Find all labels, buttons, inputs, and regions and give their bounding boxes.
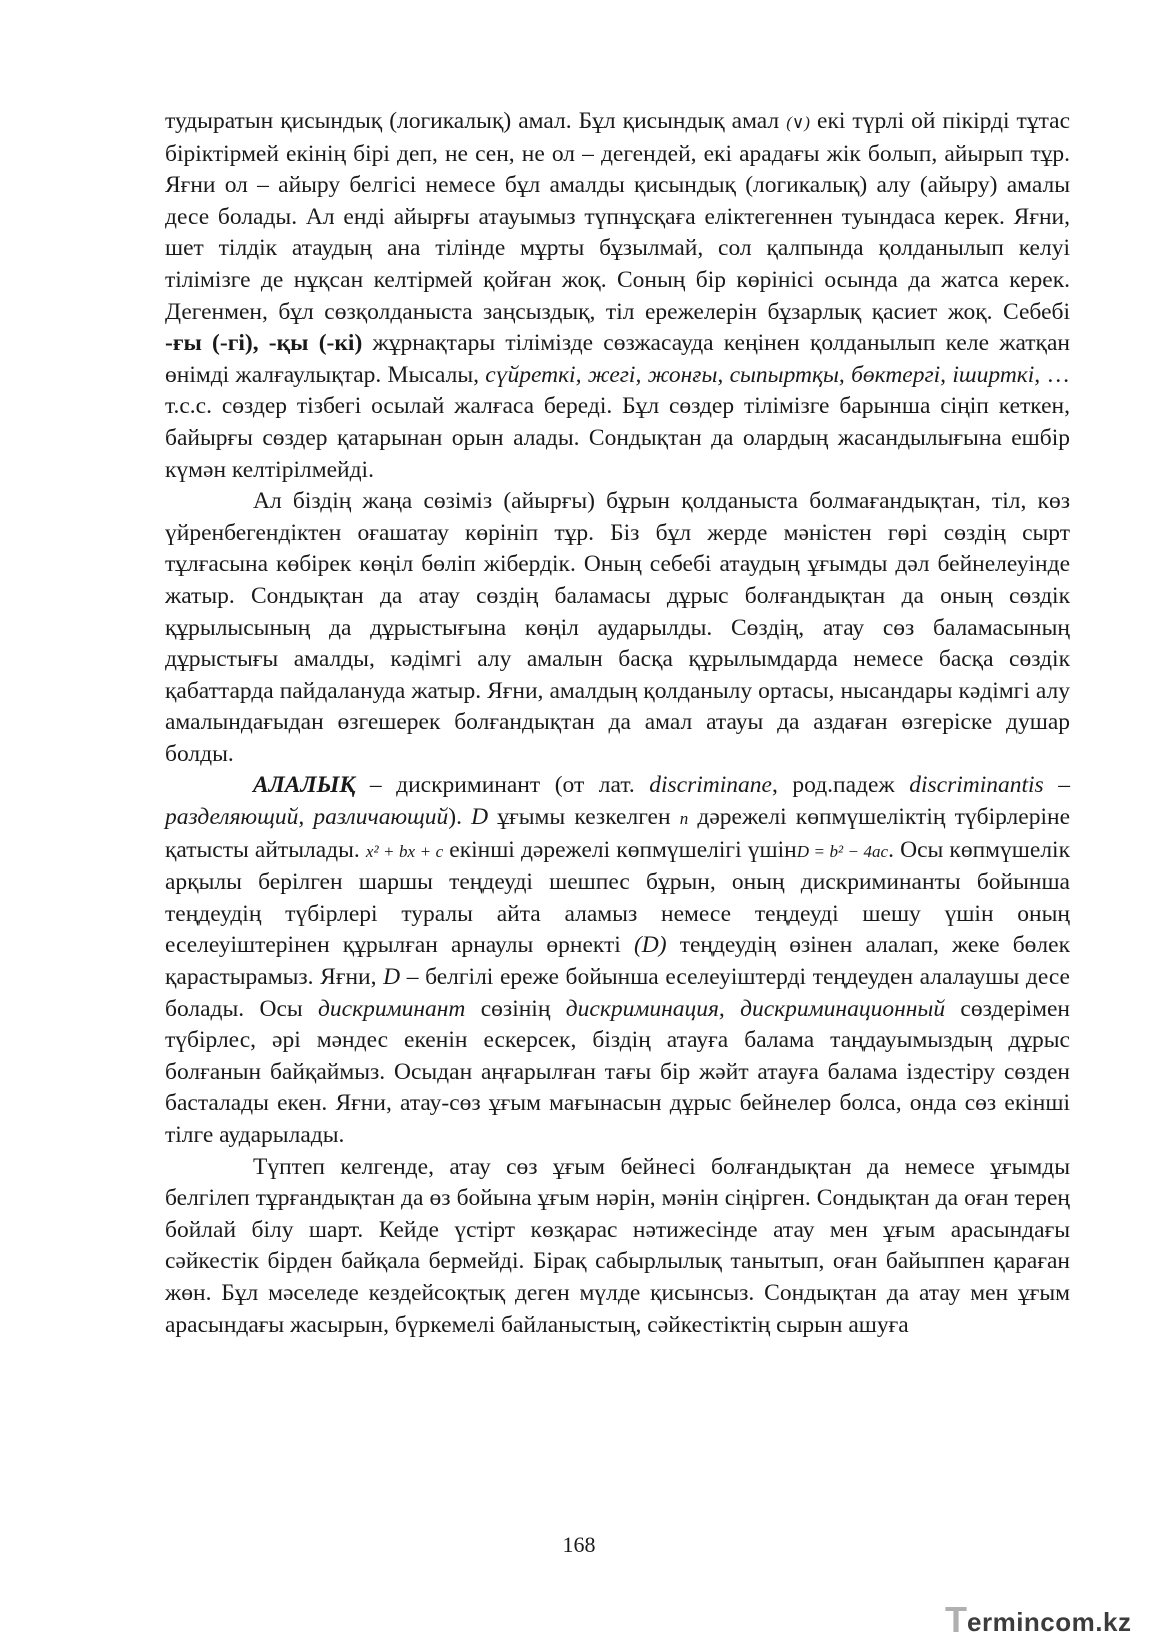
text-run: дәрежелі көпмүшеліктің түбірлеріне қатысты айтылады. (165, 804, 1071, 863)
text-run: теңдеудің өзінен алалап, жеке бөлек қарастырамыз. Яғни, (165, 932, 1070, 991)
text-run: ). (448, 804, 472, 831)
watermark-t-glyph: T (945, 1599, 967, 1640)
page-body (165, 106, 1070, 1341)
text-run: екі түрлі ой пікірді тұтас біріктірмей екінің бірі деп, не сен, не ол – дегендей, екі арадағы жік болып, айырып тұр. Яғни ол – айыру белгісі немесе бұл амалды қисындық (логикалық) алу (айыру) амалы десе болады. Ал енді айырғы атауымыз түпнұсқаға еліктегеннен туындаса керек. Яғни, шет тілдік атаудың ана тілінде мұрты бұзылмай, сол қалпында қолданылып келуі тілімізге де нұқсан келтірмей қойған жоқ. Соның бір көрінісі осында да жатса керек. Дегенмен, бұл сөзқолданыста заңсыздық, тіл ережелерін бұзарлық қасиет жоқ. Себебі (165, 108, 1070, 325)
text-run: , род.падеж (771, 772, 910, 799)
italic-word: дискриминация, дискриминационный (565, 995, 946, 1022)
paragraph-2: Ал біздің жаңа сөзіміз (айырғы) бұрын қолданыста болмағандықтан, тіл, көз үйренбегендіктен оғашатау көрініп тұр. Біз бұл жерде мәністен гөрі сөздің сырт тұлғасына көбірек көңіл бөліп жібердік. Оның себебі атаудың ұғымды дәл бейнелеуінде жатыр. Сондықтан да атау сөздің баламасы дұрыс болғандықтан да оның сөздік құрылысының да дұрыстығына көңіл аударылды. Сөздің, атау сөз баламасының дұрыстығы амалды, кәдімгі алу амалын басқа құрылымдарда немесе басқа сөздік қабаттарда пайдалануда жатыр. Яғни, амалдың қолданылу ортасы, нысандары кәдімгі алу амалындағыдан өзгешерек болғандықтан да амал атауы да аздаған өзгеріске душар болды. (165, 488, 1070, 767)
text-run: екінші дәрежелі көпмүшелігі үшін (443, 836, 797, 863)
watermark-text-part: o (1055, 1607, 1072, 1637)
italic-examples: сүйреткі, жегі, жонғы, сыпыртқы, бөктергі, іширткі, (485, 361, 1041, 388)
math-d: D (383, 964, 401, 991)
paragraph-1 (165, 106, 1070, 486)
page-number: 168 (562, 1532, 596, 1557)
math-d-paren: (D) (633, 932, 667, 959)
text-run: сөздерімен түбірлес, әрі мәндес екенін ескерсек, біздің атауға балама таңдауымыздың дұрыс болғанын байқаймыз. Осыдан аңғарылған тағы бір жәйт атауға балама іздестіру сөзден басталады екен. Яғни, атау-сөз ұғым мағынасын дұрыс бейнелер болса, онда сөз екінші тілге аударылады. (165, 995, 1070, 1148)
paragraph-4: Түптеп келгенде, атау сөз ұғым бейнесі болғандықтан да немесе ұғымды белгілеп тұрғандықтан да өз бойына ұғым нәрін, мәнін сіңірген. Сондықтан да оған терең бойлай білу шарт. Кейде үстірт көзқарас нәтижесінде атау мен ұғым арасындағы сәйкестік бірден байқала бермейді. Бірақ сабырлылық танытып, оған байыппен қараған жөн. Бұл мәселеде кездейсоқтық деген мүлде қисынсыз. Сондықтан да атау мен ұғым арасындағы жасырын, бүркемелі байланыстың, сәйкестіктің сырын ашуға (165, 1153, 1070, 1338)
math-n: n (679, 809, 689, 829)
math-d: D (471, 804, 489, 831)
text-run: – дискриминант (от лат. (355, 772, 650, 799)
text-run: тудыратын қисындық (логикалық) амал. Бұл қисындық амал (165, 108, 787, 134)
math-discriminant-formula: D = b² − 4ac (796, 841, 889, 861)
latin-term: discriminane (649, 772, 772, 799)
math-polynomial: x² + bx + c (365, 841, 444, 861)
text-run: сөзінің (465, 995, 566, 1022)
site-watermark-logo (945, 1599, 1150, 1640)
text-run: жұрнақтары тілімізде сөзжасауда кеңінен қолданылып келе жатқан өнімді жалғаулықтар. Мысалы, (165, 330, 1070, 388)
italic-word: дискриминант (318, 995, 466, 1022)
text-run: ұғымы кезкелген (488, 804, 680, 831)
text-run: . Осы көпмүшелік арқылы берілген шаршы теңдеуді шешпес бұрын, оның дискриминанты бойынша теңдеудің түбірлері туралы айта аламыз немесе теңдеуді шешу үшін оның еселеуіштерінен құрылған арнаулы өрнекті (165, 836, 1070, 959)
term-heading: АЛАЛЫҚ (253, 772, 356, 799)
paragraph-3 (165, 770, 1070, 1151)
watermark-text (967, 1607, 1131, 1638)
watermark-text-part: erminc (967, 1607, 1056, 1637)
math-disjunction: (∨) (786, 113, 810, 132)
text-run: – белгілі ереже бойынша еселеуіштерді теңдеуден алалаушы десе болады. Осы (165, 964, 1070, 1022)
watermark-text-part: m.kz (1071, 1607, 1132, 1637)
text-run: … т.с.с. сөздер тізбегі осылай жалғаса береді. Бұл сөздер тілімізге барынша сіңіп кеткен, байырғы сөздер қатарынан орын алады. Сондықтан да олардың жасандылығына ешбір күмән келтірілмейді. (165, 361, 1070, 483)
latin-term-gloss: discriminantis – разделяющий, различающий (165, 772, 1070, 831)
bold-suffixes: -ғы (-гі), -қы (-кі) (165, 330, 363, 357)
